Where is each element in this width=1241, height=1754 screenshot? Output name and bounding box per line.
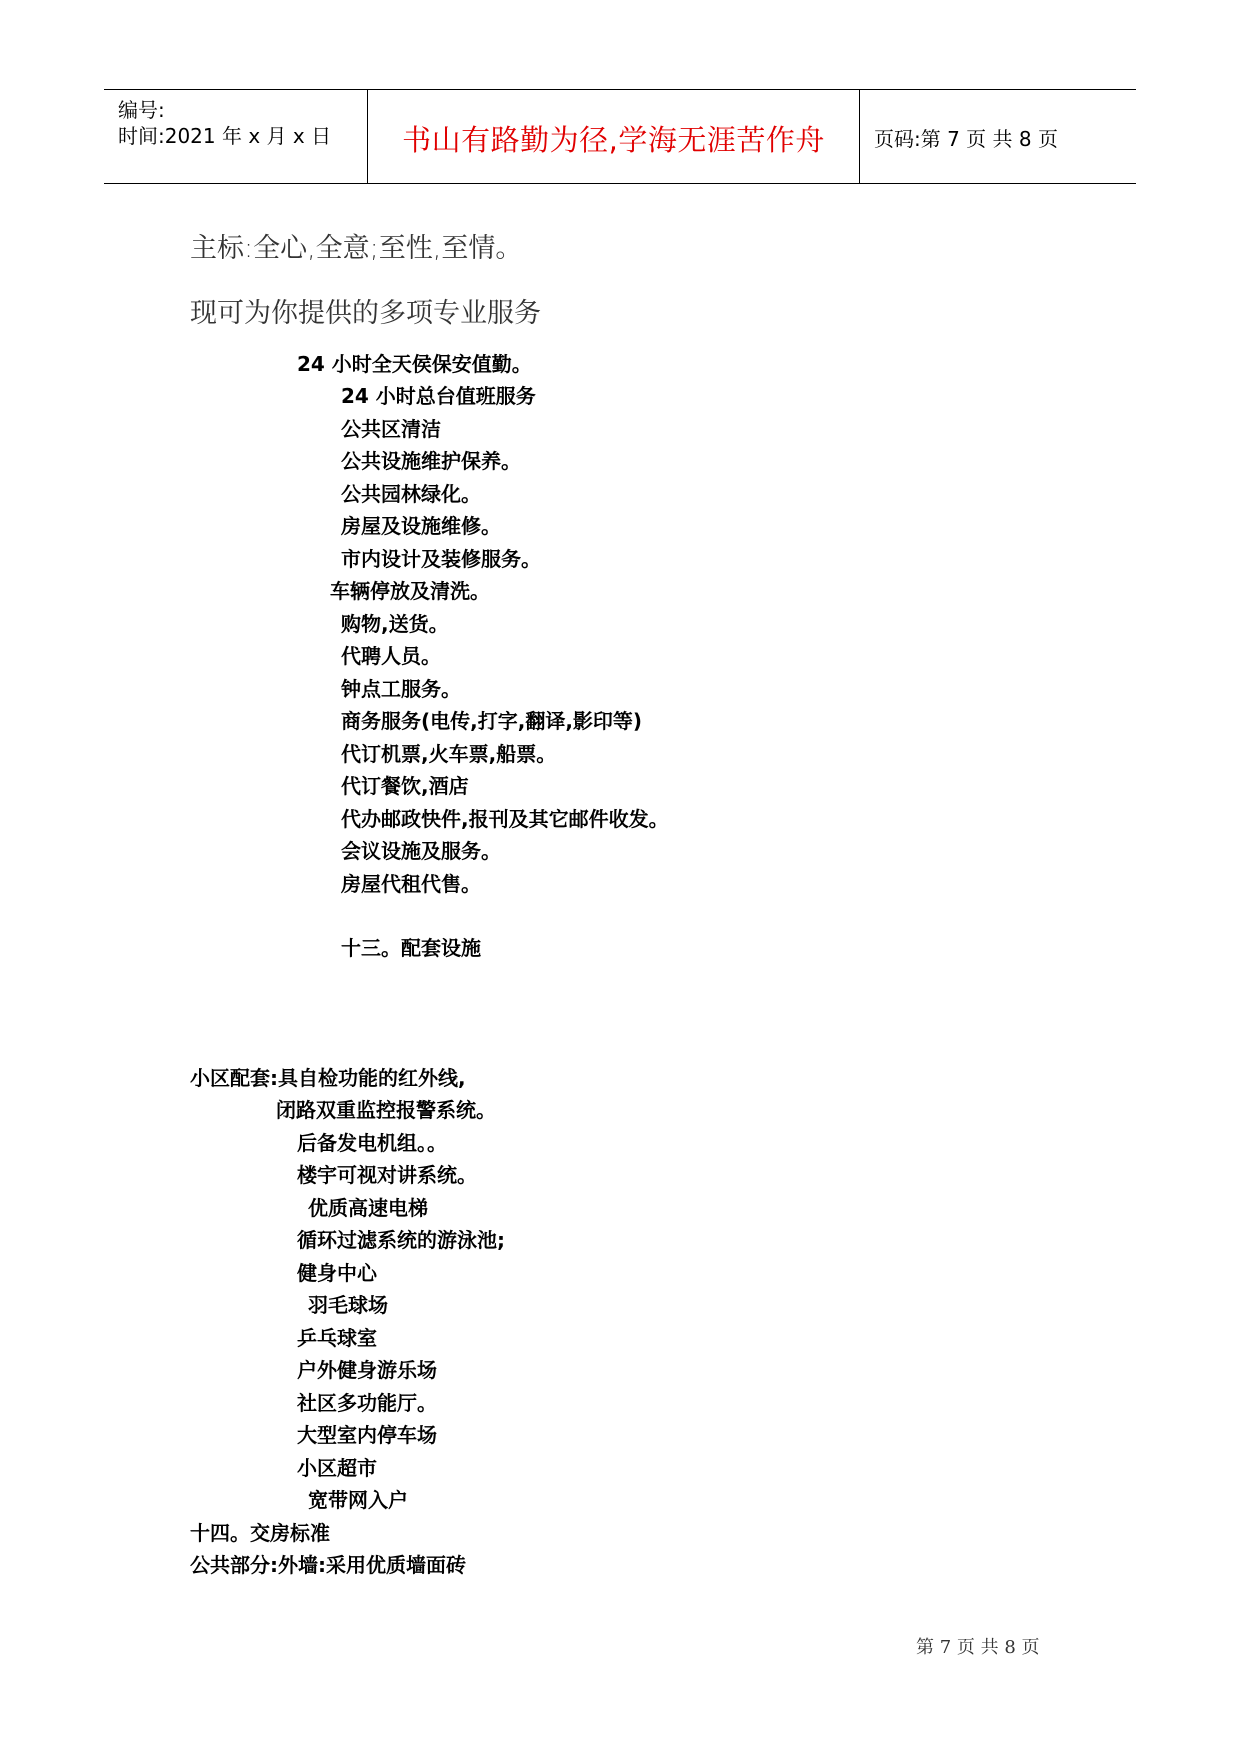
list-item: 代订餐饮,酒店	[341, 774, 469, 798]
list-item: 户外健身游乐场	[297, 1358, 437, 1382]
list-item: 房屋及设施维修。	[341, 514, 501, 538]
list-item: 羽毛球场	[308, 1293, 388, 1317]
list-item: 公共设施维护保养。	[341, 449, 521, 473]
section-14-title: 十四。交房标准	[190, 1521, 330, 1545]
page-header	[104, 89, 1136, 184]
list-item: 会议设施及服务。	[341, 839, 501, 863]
list-item: 24 小时全天侯保安值勤。	[297, 352, 532, 376]
list-item: 钟点工服务。	[341, 677, 461, 701]
list-item: 代办邮政快件,报刊及其它邮件收发。	[341, 807, 669, 831]
list-item: 市内设计及装修服务。	[341, 547, 541, 571]
list-item: 代订机票,火车票,船票。	[341, 742, 557, 766]
list-item: 楼宇可视对讲系统。	[297, 1163, 477, 1187]
section-13-title: 十三。配套设施	[341, 936, 481, 960]
list-item: 宽带网入户	[308, 1488, 408, 1512]
document-number-label: 编号:	[118, 98, 165, 122]
list-item: 社区多功能厅。	[297, 1391, 437, 1415]
list-item: 公共园林绿化。	[341, 482, 481, 506]
list-item: 大型室内停车场	[297, 1423, 437, 1447]
list-item: 代聘人员。	[341, 644, 441, 668]
public-part-line: 公共部分:外墙:采用优质墙面砖	[190, 1553, 466, 1577]
list-item: 房屋代租代售。	[341, 872, 481, 896]
list-item: 循环过滤系统的游泳池;	[297, 1228, 505, 1252]
list-item: 小区超市	[297, 1456, 377, 1480]
services-heading: 现可为你提供的多项专业服务	[190, 298, 541, 329]
document-time-label: 时间:2021 年 x 月 x 日	[118, 124, 332, 148]
header-meta-cell	[104, 90, 368, 183]
list-item: 24 小时总台值班服务	[341, 384, 536, 408]
list-item: 商务服务(电传,打字,翻译,影印等)	[341, 709, 643, 733]
page-footer-number: 第 7 页 共 8 页	[916, 1637, 1040, 1658]
list-item: 健身中心	[297, 1261, 377, 1285]
list-item: 车辆停放及清洗。	[330, 579, 490, 603]
header-slogan-cell	[368, 90, 860, 183]
list-item: 公共区清洁	[341, 417, 441, 441]
header-slogan: 书山有路勤为径,学海无涯苦作舟	[402, 123, 825, 157]
motto-line: 主标:全心,全意;至性,至情。	[190, 233, 523, 264]
list-item: 购物,送货。	[341, 612, 449, 636]
list-item: 后备发电机组。。	[297, 1131, 447, 1155]
list-item: 小区配套:具自检功能的红外线,	[190, 1066, 466, 1090]
list-item: 乒乓球室	[297, 1326, 377, 1350]
list-item: 优质高速电梯	[308, 1196, 428, 1220]
list-item: 闭路双重监控报警系统。	[276, 1098, 496, 1122]
header-page-number: 页码:第 7 页 共 8 页	[874, 127, 1058, 151]
header-page-cell	[860, 90, 1136, 183]
